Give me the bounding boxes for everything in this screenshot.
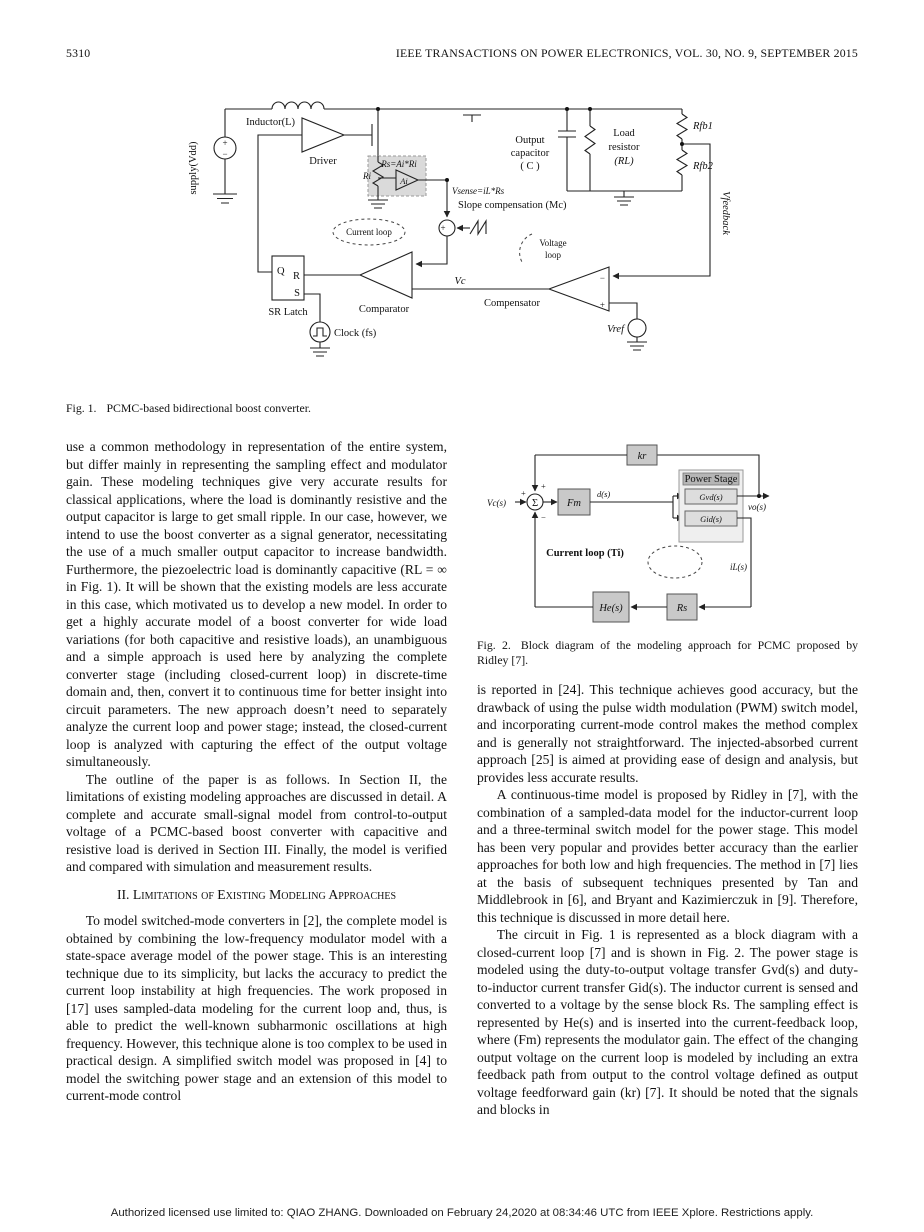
fig1-caption-text: PCMC-based bidirectional boost converter.	[106, 401, 311, 415]
load-label-1: Load	[613, 128, 635, 139]
source-plus: +	[222, 138, 228, 148]
fig2-caption-text: Block diagram of the modeling approach for PCMC proposed by Ridley [7].	[477, 638, 858, 667]
source-minus: −	[222, 149, 228, 159]
figure-2	[485, 440, 858, 630]
sigma-label: Σ	[531, 498, 539, 509]
load-label-2: resistor	[608, 142, 640, 153]
output-cap-label-1: Output	[515, 135, 545, 146]
load-resistor	[585, 109, 595, 191]
voltage-loop-label-1: Voltage	[539, 238, 567, 248]
clock-label: Clock (fs)	[334, 328, 377, 339]
license-footer: Authorized licensed use limited to: QIAO ZHANG. Downloaded on February 24,2020 at 08:34:46 UTC from IEEE Xplore. Restrictions apply.	[110, 1207, 814, 1219]
fig1-circuit-diagram	[172, 86, 792, 386]
fig2-caption	[477, 638, 858, 668]
supply-label: supply(Vdd)	[188, 141, 199, 195]
kr-plus: +	[541, 481, 546, 491]
latch-r: R	[292, 271, 300, 282]
ground-icon	[368, 200, 388, 208]
kr-label: kr	[637, 451, 647, 462]
clock-source	[304, 294, 330, 356]
vsense-label: Vsense=iL*Rs	[452, 186, 505, 196]
output-bottom-rail	[567, 191, 682, 205]
voltage-loop-arc	[520, 234, 532, 262]
ground-icon	[310, 342, 330, 356]
supply-voltage-source	[213, 109, 237, 203]
fm-label: Fm	[567, 498, 581, 509]
fig2-block-diagram	[485, 440, 775, 630]
output-cap-label-3: ( C )	[520, 161, 540, 172]
fm-block	[543, 489, 590, 515]
he-minus: −	[541, 512, 546, 522]
rs-label: Rs	[676, 603, 688, 614]
figure-1	[172, 86, 792, 386]
ri-label: Ri	[363, 171, 371, 181]
page-number: 5310	[66, 46, 91, 60]
journal-header: IEEE TRANSACTIONS ON POWER ELECTRONICS, VOL. 30, NO. 9, SEPTEMBER 2015	[395, 46, 858, 60]
fig1-caption-label: Fig. 1.	[66, 401, 97, 415]
gvd-label: Gvd(s)	[699, 492, 723, 502]
rfb1-label: Rfb1	[693, 121, 713, 132]
current-loop-ellipse	[648, 546, 702, 578]
gid-label: Gid(s)	[700, 514, 722, 524]
sr-latch	[272, 256, 304, 300]
fig1-caption	[66, 401, 858, 416]
sawtooth-icon	[470, 221, 486, 234]
compensator-plus: +	[599, 300, 605, 310]
latch-q: Q	[277, 266, 285, 277]
hes-label: He(s)	[599, 603, 623, 614]
ils-label: iL(s)	[729, 562, 747, 572]
comparator-label: Comparator	[358, 304, 410, 315]
vref-label: Vref	[607, 324, 624, 335]
paragraph: To model switched-mode converters in [2], the complete model is obtained by combining the low-frequency modulator model with a state-space average model of the power stage. This is an interesting technique due to its simplicity, but lacks the accuracy to predict the current loop instability at high frequencies. The work proposed in [17] uses sampled-data modeling for the current loop and, thus, is able to predict the well-known subharmonic oscillations at high frequency. However, this technique alone is too complex to be used in practical design. A simplified switch model was proposed in [4] to model the switching power stage and an extension of this model to current-mode control	[66, 913, 447, 1103]
paragraph: The circuit in Fig. 1 is represented as a block diagram with a closed-current loop [7] and is shown in Fig. 2. The power stage is modeled using the duty-to-output voltage transfer Gvd(s) and duty-to-inductor current transfer Gid(s). The inductor current is sensed and converted to a voltage by the sense block Rs. The sampling effect is represented by He(s) and is inserted into the current-feedback loop, where (Fm) represents the modulator gain. The effect of the changing output voltage on the current loop is modeled by including an extra feedback path from output to the control voltage defined as output voltage feedforward gain (kr) [7]. It should be noted that the signals and blocks in	[477, 927, 858, 1117]
ai-label: Ai	[400, 176, 408, 186]
ground-icon	[627, 337, 647, 350]
power-stage-label: Power Stage	[684, 474, 738, 485]
rs-equation-label: Rs=Ai*Ri	[381, 159, 417, 169]
page-header	[66, 46, 858, 61]
paragraph: The outline of the paper is as follows. In Section II, the limitations of existing modeling approaches are discussed in detail. A complete and accurate small-signal model from control-to-output voltage of a PCMC-based boost converter with capacitive and resistive load is derived in Section III. Finally, the model is verified and compared with simulation and measurement results.	[66, 771, 447, 874]
sum-plus: +	[440, 223, 446, 233]
rs-block	[631, 594, 697, 620]
section-heading: II. Limitations of Existing Modeling Approaches	[116, 886, 397, 902]
compensator-minus: −	[599, 273, 605, 283]
voltage-loop-label-2: loop	[544, 250, 562, 260]
driver-label: Driver	[309, 156, 337, 167]
compensator-label: Compensator	[484, 298, 540, 309]
comparator-triangle	[304, 252, 412, 298]
he-block	[535, 512, 629, 622]
power-stage-block	[679, 470, 743, 542]
latch-s: S	[294, 288, 300, 299]
current-loop-ti-label: Current loop (Ti)	[546, 548, 624, 559]
current-loop-label: Current loop	[346, 227, 392, 237]
latch-to-driver-wire	[258, 135, 302, 272]
ground-icon	[614, 191, 634, 205]
low-side-mosfet	[344, 109, 378, 156]
duty-signal	[590, 489, 683, 518]
top-rail	[225, 102, 682, 109]
left-column	[66, 438, 447, 1119]
output-capacitor	[558, 109, 576, 191]
clock-waveform-icon	[313, 328, 327, 336]
inductor-coil	[272, 102, 324, 109]
paragraph: use a common methodology in representation of the entire system, but differ mainly in representing the sampling effect and modulator gain. These modeling techniques give very accurate results for classical applications, where the load is dominantly resistive and the output capacitor is large to get small ripple. In our case, however, we intend to use the boost converter as a signal generator, necessitating the use of a much smaller output capacitor to increase bandwidth. Furthermore, the piezoelectric load is dominantly capacitive (RL = ∞ in Fig. 1). It will be shown that the existing models are less accurate in this case, which motivated us to develop a new model. In order to get a highly accurate model of a boost converter for wide load variations (for both capacitive and resistive loads), an unambiguous and a simple approach is used here by analyzing the complete converter stage (including closed-current loop) in discrete-time domain and, then, convert it to continuous time for better insight into circuit parameters. The new approach doesn’t need to separately analyze the current loop and power stage; instead, the closed-current loop is analyzed with capturing the effect of the output voltage simultaneously.	[66, 439, 447, 769]
vcs-label: Vc(s)	[487, 498, 506, 508]
ds-label: d(s)	[597, 489, 611, 499]
body-columns	[66, 438, 858, 1119]
slope-comp-label: Slope compensation (Mc)	[458, 200, 567, 211]
inductor-label: Inductor(L)	[246, 117, 295, 128]
paragraph: A continuous-time model is proposed by Ridley in [7], with the combination of a sampled-data model for the inductor-current loop and a three-terminal switch model for the power stage. This model has been very popular and provides better accuracy than the earlier approaches for both low and high frequencies. The method in [7] lies at the basis of subsequent techniques presented by Tan and Middlebrook in [6], and Bryant and Kazimierczuk in [9]. Therefore, this technique is discussed in more detail here.	[477, 787, 858, 925]
paragraph: is reported in [24]. This technique achieves good accuracy, but the drawback of using the pulse width modulation (PWM) switch model, and incorporating current-mode control makes the method complex and is generally not straightforward. The injected-absorbed current approach [25] is aimed at providing ease of design and analysis, but provides less accurate results.	[477, 682, 858, 785]
input-plus: +	[521, 488, 526, 498]
vfeedback-label: Vfeedback	[720, 191, 731, 235]
rfb2-label: Rfb2	[693, 161, 713, 172]
sr-latch-label: SR Latch	[268, 307, 308, 318]
load-label-3: (RL)	[614, 156, 634, 167]
summing-node	[515, 481, 546, 522]
driver-amp	[258, 118, 344, 272]
right-column	[477, 438, 858, 1119]
ground-icon	[213, 194, 237, 203]
output-cap-label-2: capacitor	[510, 148, 550, 159]
vos-label: vo(s)	[748, 502, 766, 512]
high-side-mosfet	[463, 115, 481, 122]
fig2-caption-label: Fig. 2.	[477, 638, 511, 652]
vc-label: Vc	[454, 276, 466, 287]
